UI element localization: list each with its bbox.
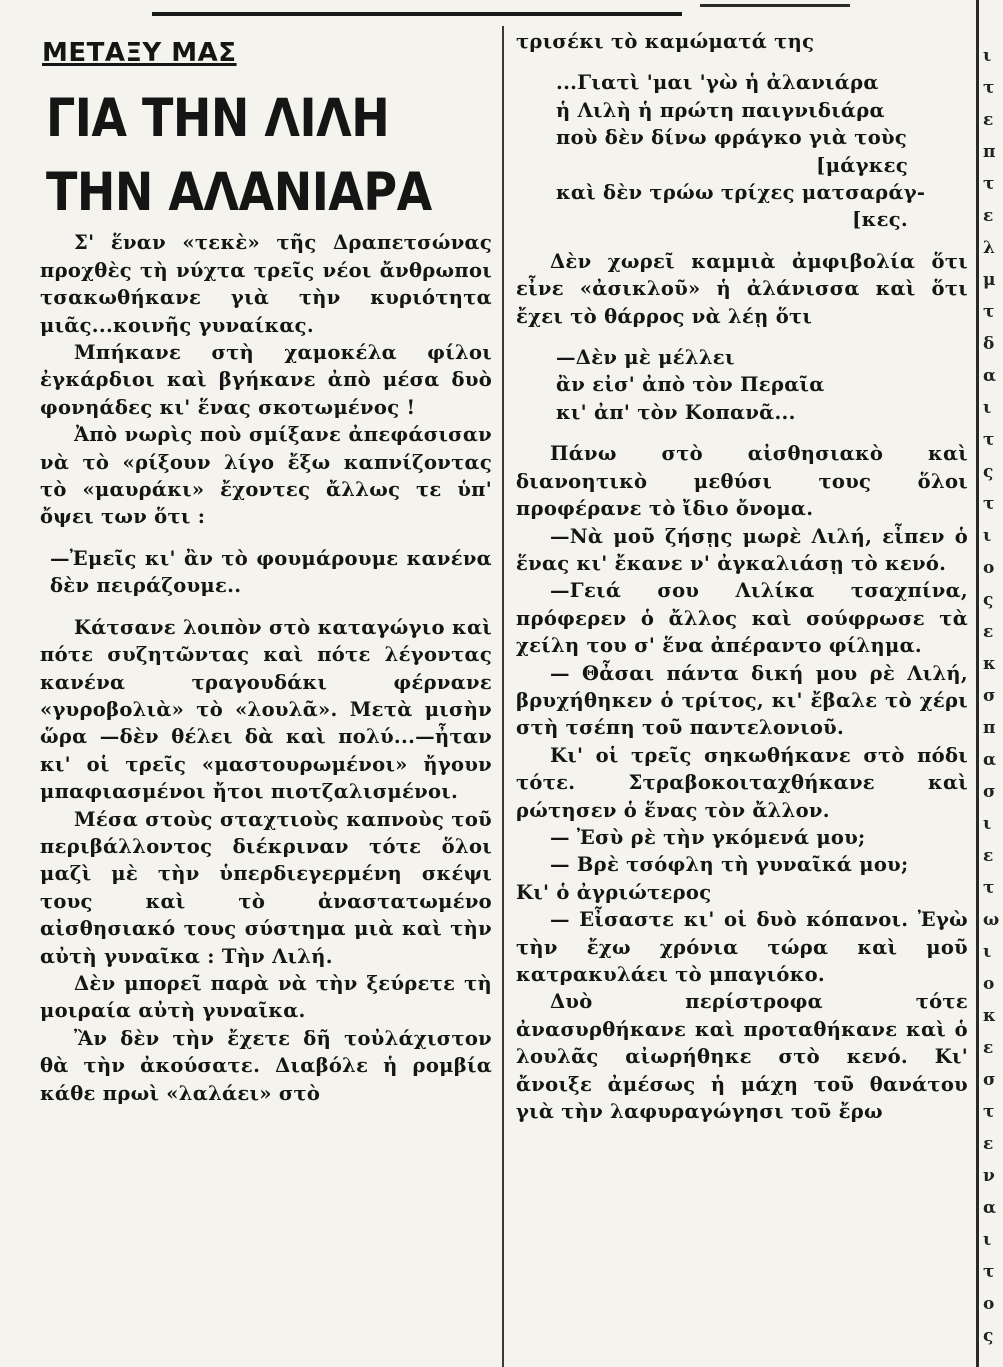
edge-letter: ε — [983, 1038, 994, 1058]
right-column — [516, 28, 968, 1125]
verse-line: —Δὲν μὲ μέλλει — [556, 346, 735, 370]
edge-letter: τ — [983, 1102, 995, 1122]
headline-line-1: ΓΙΑ ΤΗΝ ΛΙΛΗ — [46, 87, 390, 150]
edge-letter: κ — [983, 1006, 996, 1026]
edge-letter: ο — [983, 558, 995, 578]
paragraph: —Νὰ μοῦ ζήσῃς μωρὲ Λιλή, εἶπεν ὁ ἕνας κι' ἔκανε ν' ἀγκαλιάσῃ τὸ κενό. — [516, 524, 968, 575]
song-verse-2 — [516, 344, 968, 426]
paragraph: Μέσα στοὺς σταχτιοὺς καπνοὺς τοῦ περιβάλλοντος διέκριναν τότε ὅλοι μαζὶ μὲ τὴν ὑπερδιεγερμένη σκέψι τους καὶ τὸ ἀναστατωμένο αἰσθησιακό τους σύστημα μιὰ καὶ τὴν αὐτὴ γυναῖκα : Τὴν Λιλή. — [40, 807, 492, 968]
song-verse — [516, 69, 968, 233]
edge-letter: ε — [983, 110, 994, 130]
edge-letter: ν — [983, 1166, 995, 1186]
paragraph: Σ' ἕναν «τεκὲ» τῆς Δραπετσώνας προχθὲς τὴ νύχτα τρεῖς νέοι ἄνθρωποι τσακωθήκανε γιὰ τὴν κυριότητα μιᾶς...κοινῆς γυναίκας. — [40, 231, 492, 337]
paragraph: Δὲν χωρεῖ καμμιὰ ἀμφιβολία ὅτι εἶνε «ἀσικλοῦ» ἡ ἀλάνισσα καὶ ὅτι ἔχει τὸ θάρρος νὰ λέῃ ὅτι — [516, 249, 968, 328]
dialogue-line: Κι' ὁ ἀγριώτερος — [516, 880, 712, 904]
edge-letter: α — [983, 366, 997, 386]
edge-letter: π — [983, 718, 996, 738]
edge-letter: τ — [983, 174, 995, 194]
edge-letter: α — [983, 1198, 997, 1218]
dialogue-line: — Εἶσαστε κι' οἱ δυὸ κόπανοι. Ἐγὼ τὴν ἔχω χρόνια τώρα καὶ μοῦ κατρακυλάει τὸ μπαγιόκο. — [516, 908, 968, 986]
edge-letter: ω — [983, 910, 1000, 930]
verse-line: ...Γιατὶ 'μαι 'γὼ ἡ ἀλανιάρα — [556, 71, 879, 95]
verse-line: ἡ Λιλὴ ἡ πρώτη παιγνιδιάρα — [556, 98, 885, 122]
column-divider — [502, 26, 504, 1367]
edge-letter: ε — [983, 622, 994, 642]
edge-letter: ς — [983, 590, 994, 610]
verse-line: καὶ δὲν τρώω τρίχες ματσαράγ- — [556, 181, 926, 205]
edge-letter: π — [983, 142, 996, 162]
edge-letter: ς — [983, 1326, 994, 1346]
paragraph: Δὲν μπορεῖ παρὰ νὰ τὴν ξεύρετε τὴ μοιραία αὐτὴ γυναῖκα. — [40, 971, 492, 1023]
edge-letter: τ — [983, 302, 995, 322]
verse-line: [κες. — [852, 208, 908, 232]
edge-letter: σ — [983, 1070, 996, 1090]
edge-letter: ο — [983, 974, 995, 994]
paragraph: Πάνω στὸ αἰσθησιακὸ καὶ διανοητικὸ μεθύσι τους ὅλοι προφέρανε τὸ ἴδιο ὄνομα. — [516, 442, 968, 521]
edge-letter: μ — [983, 270, 996, 290]
verse-line: ποὺ δὲν δίνω φράγκο γιὰ τοὺς — [556, 126, 908, 150]
edge-letter: ι — [983, 526, 992, 546]
paragraph: Ἂν δὲν τὴν ἔχετε δῆ τοὐλάχιστον θὰ τὴν ἀκούσατε. Διαβόλε ἡ ρομβία κάθε πρωὶ «λαλάει» στὸ — [40, 1026, 492, 1105]
edge-letter: τ — [983, 1262, 995, 1282]
dialogue-line: — Ἐσὺ ρὲ τὴν γκόμενά μου; — [550, 825, 866, 849]
quote-line: —Ἐμεῖς κι' ἂν τὸ φουμάρουμε κανένα δὲν πειράζουμε.. — [50, 546, 492, 598]
continuation-line: τρισέκι τὸ καμώματά της — [516, 30, 815, 53]
edge-letter: α — [983, 750, 997, 770]
edge-letter: τ — [983, 430, 995, 450]
edge-letter: σ — [983, 782, 996, 802]
top-rule — [152, 12, 682, 16]
verse-line: [μάγκες — [816, 153, 908, 177]
edge-letter: ι — [983, 46, 992, 66]
left-column — [40, 30, 492, 1107]
edge-letter: ι — [983, 814, 992, 834]
paragraph: — Θἆσαι πάντα δική μου ρὲ Λιλή, βρυχήθηκεν ὁ τρίτος, κι' ἔβαλε τὸ χέρι στὴ τσέπη τοῦ παντελονιοῦ. — [516, 661, 968, 740]
paragraph: Μπήκανε στὴ χαμοκέλα φίλοι ἐγκάρδιοι καὶ βγήκανε ἀπὸ μέσα δυὸ φονηάδες κι' ἕνας σκοτωμένος ! — [40, 341, 492, 419]
edge-letter: σ — [983, 686, 996, 706]
paragraph: Ἀπὸ νωρὶς ποὺ σμίξανε ἀπεφάσισαν νὰ τὸ «ρίξουν λίγο ἔξω καπνίζοντας τὸ «μαυράκι» ἔχοντες ἄλλως τε ὑπ' ὄψει των ὅτι : — [40, 423, 492, 529]
edge-letter: ι — [983, 942, 992, 962]
edge-letter: ο — [983, 1294, 995, 1314]
edge-letter: ι — [983, 398, 992, 418]
edge-letter: δ — [983, 334, 995, 354]
edge-letter: ι — [983, 1230, 992, 1250]
adjacent-column-fragment — [983, 40, 1003, 1352]
headline-line-2: ΤΗΝ ΑΛΑΝΙΑΡΑ — [46, 160, 432, 223]
article-headline — [46, 81, 492, 228]
edge-letter: κ — [983, 654, 996, 674]
edge-letter: ε — [983, 1134, 994, 1154]
paragraph: Δυὸ περίστροφα τότε ἀνασυρθήκανε καὶ προταθήκανε καὶ ὁ λουλᾶς αἰωρήθηκε στὸ κενό. Κι' ἄνοιξε ἀμέσως ἡ μάχη τοῦ θανάτου γιὰ τὴν λαφυραγώγησι τοῦ ἔρω — [516, 990, 968, 1124]
paragraph: —Γειά σου Λιλίκα τσαχπίνα, πρόφερεν ὁ ἄλλος καὶ σούφρωσε τὰ χείλη του σ' ἕνα ἀπέραντο φίλημα. — [516, 579, 968, 658]
edge-letter: τ — [983, 78, 995, 98]
right-column-border — [976, 0, 979, 1367]
edge-letter: τ — [983, 494, 995, 514]
paragraph: Κι' οἱ τρεῖς σηκωθήκανε στὸ πόδι τότε. Στραβοκοιταχθήκανε καὶ ρώτησεν ὁ ἕνας τὸν ἄλλον. — [516, 743, 968, 822]
edge-letter: ε — [983, 846, 994, 866]
dialogue-line: — Βρὲ τσόφλη τὴ γυναῖκά μου; — [550, 853, 909, 877]
edge-letter: λ — [983, 238, 995, 258]
edge-letter: τ — [983, 878, 995, 898]
verse-line: ἂν εἰσ' ἀπὸ τὸν Περαῖα — [556, 373, 825, 397]
top-rule-right — [700, 4, 850, 7]
paragraph: Κάτσανε λοιπὸν στὸ καταγώγιο καὶ πότε συζητῶντας καὶ πότε λέγοντας κανένα τραγουδάκι φέρνανε «γυροβολιὰ» τὸ «λουλᾶ». Μετὰ μισὴν ὥρα —δὲν θέλει δὰ καὶ πολύ...—ἦταν κι' οἱ τρεῖς «μαστουρωμένοι» ἤγουν μπαφιασμένοι ἤτοι πιοτζαλισμένοι. — [40, 615, 492, 804]
edge-letter: ε — [983, 206, 994, 226]
section-kicker: ΜΕΤΑΞΥ ΜΑΣ — [42, 38, 237, 68]
edge-letter: ς — [983, 462, 994, 482]
verse-line: κι' ἀπ' τὸν Κοπανᾶ... — [556, 400, 796, 424]
